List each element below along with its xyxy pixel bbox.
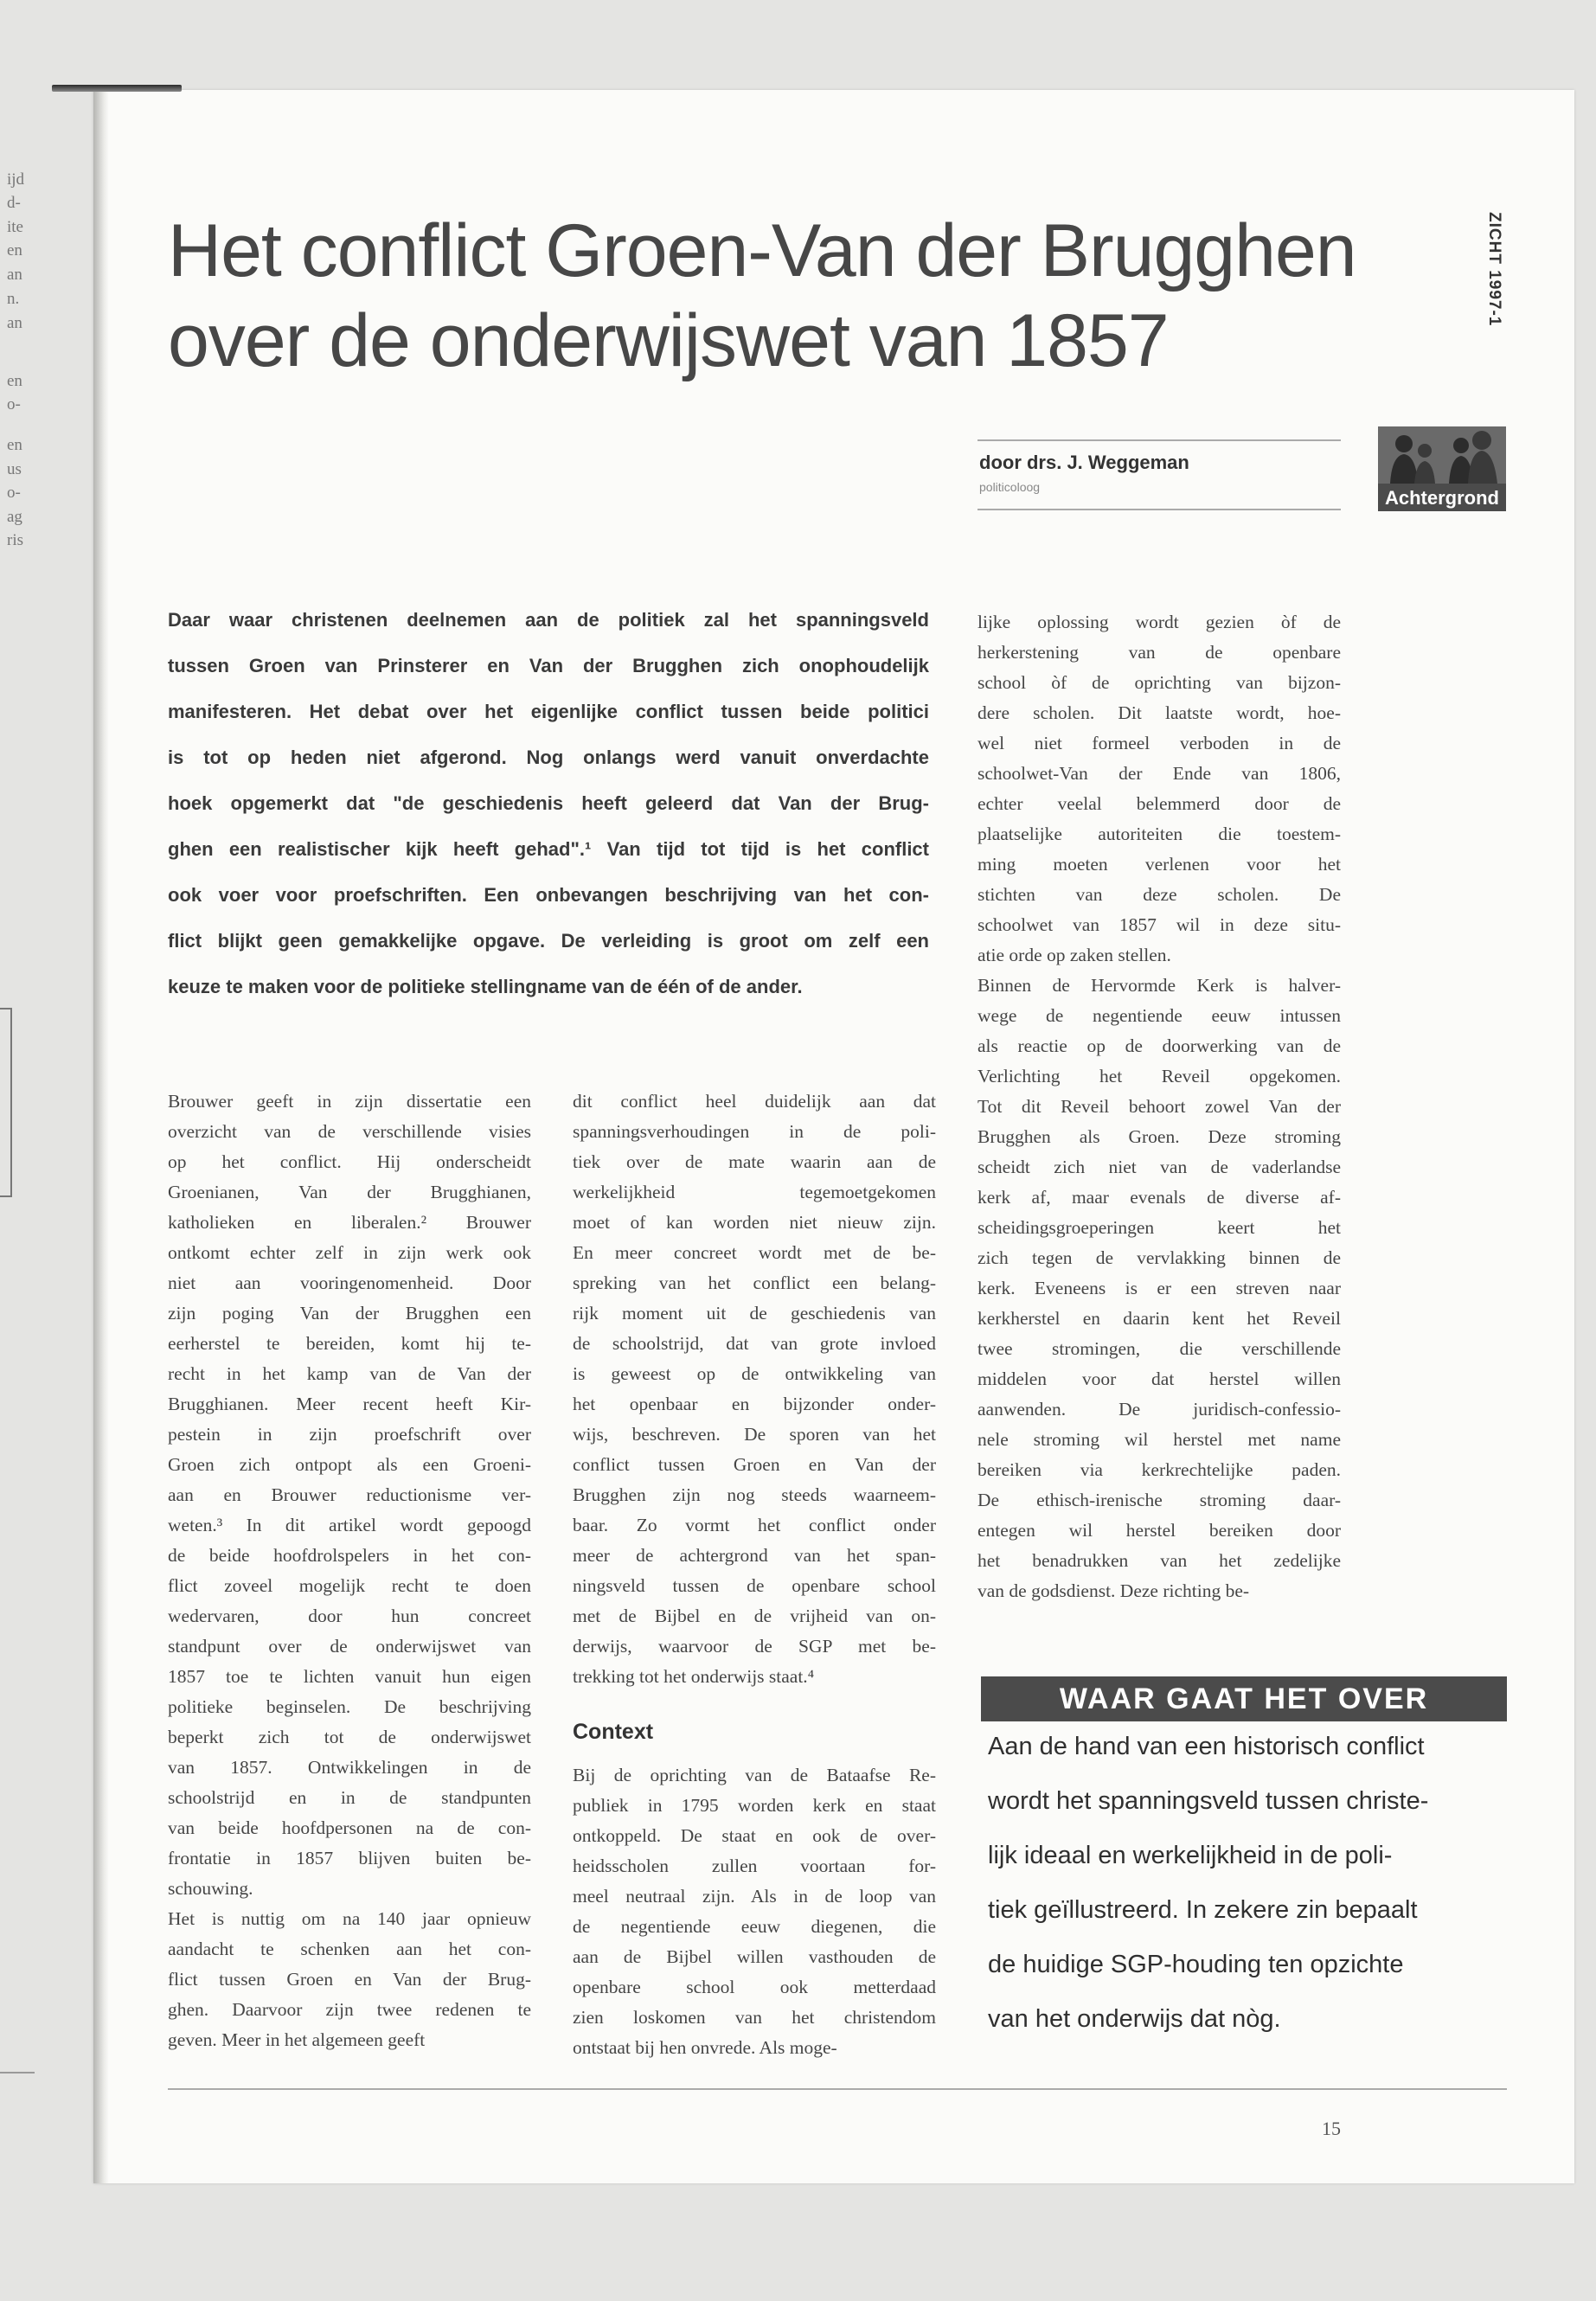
section-badge (1378, 426, 1506, 511)
body-line: aan de Bijbel willen vasthouden de (573, 1946, 936, 1967)
body-line: Groen zich ontpopt als een Groeni- (168, 1454, 531, 1475)
body-line: Binnen de Hervormde Kerk is halver- (977, 975, 1341, 996)
summary-line: Aan de hand van een historisch conflict (988, 1733, 1425, 1760)
body-line: Verlichting het Reveil opgekomen. (977, 1066, 1341, 1086)
body-line: plaatselijke autoriteiten die toestem- (977, 824, 1341, 844)
facing-page-text-fragment: ris (7, 531, 23, 549)
body-column-2 (573, 1086, 936, 1692)
body-line: werkelijkheid tegemoetgekomen (573, 1182, 936, 1202)
body-line: Het is nuttig om na 140 jaar opnieuw (168, 1908, 531, 1929)
facing-page-text-fragment: ite (7, 218, 23, 236)
body-line: zien loskomen van het christendom (573, 2007, 936, 2028)
body-line: van de godsdienst. Deze richting be- (977, 1580, 1250, 1601)
facing-page-edge (0, 0, 87, 2301)
body-line: meer de achtergrond van het span- (573, 1545, 936, 1566)
body-line: heidsscholen zullen voortaan for- (573, 1856, 936, 1876)
lead-line: tussen Groen van Prinsterer en Van der Brugghen zich onophoudelijk (168, 655, 929, 676)
body-line: kerk af, maar evenals de diverse af- (977, 1187, 1341, 1208)
facing-page-box-edge (0, 1008, 12, 1197)
summary-line: tiek geïllustreerd. In zekere zin bepaalt (988, 1896, 1418, 1924)
body-line: bereiken via kerkrechtelijke paden. (977, 1459, 1341, 1480)
body-line: katholieken en liberalen.² Brouwer (168, 1212, 531, 1233)
facing-page-text-fragment: n. (7, 290, 20, 308)
section-badge-label: Achtergrond (1385, 487, 1499, 509)
body-line: flict zoveel mogelijk recht te doen (168, 1575, 531, 1596)
body-line: overzicht van de verschillende visies (168, 1121, 531, 1142)
body-line: lijke oplossing wordt gezien òf de (977, 612, 1341, 632)
journal-issue-tag: ZICHT 1997-1 (1485, 212, 1503, 327)
body-line: 1857 toe te lichten vanuit hun eigen (168, 1666, 531, 1687)
body-line: de negentiende eeuw diegenen, die (573, 1916, 936, 1937)
article-title (168, 206, 1379, 386)
body-line: wel niet formeel verboden in de (977, 733, 1341, 753)
footer-rule (168, 2088, 1507, 2090)
summary-box-heading: WAAR GAAT HET OVER (981, 1676, 1507, 1721)
summary-line: wordt het spanningsveld tussen christe- (988, 1787, 1429, 1815)
body-line: zich tegen de vervlakking binnen de (977, 1247, 1341, 1268)
lead-line: Daar waar christenen deelnemen aan de politiek zal het spanningsveld (168, 609, 929, 631)
body-line: aanwenden. De juridisch-confessio- (977, 1399, 1341, 1420)
body-line: de beide hoofdrolspelers in het con- (168, 1545, 531, 1566)
body-line: Bij de oprichting van de Bataafse Re- (573, 1765, 936, 1785)
lead-line: ook voer voor proefschriften. Een onbevangen beschrijving van het con- (168, 884, 929, 906)
people-silhouette-icon (1378, 426, 1506, 484)
summary-box-body (981, 1721, 1507, 2054)
lead-line: flict blijkt geen gemakkelijke opgave. De verleiding is groot om zelf een (168, 930, 929, 952)
body-line: scheidingsgroeperingen keert het (977, 1217, 1341, 1238)
body-line: als reactie op de doorwerking van de (977, 1035, 1341, 1056)
body-line: echter veelal belemmerd door de (977, 793, 1341, 814)
body-line: kerkherstel en daarin kent het Reveil (977, 1308, 1341, 1329)
body-line: van 1857. Ontwikkelingen in de (168, 1757, 531, 1778)
page-spine-shadow (93, 90, 109, 2183)
body-line: van beide hoofdpersonen na de con- (168, 1817, 531, 1838)
body-line: atie orde op zaken stellen. (977, 945, 1171, 965)
facing-page-text-fragment: o- (7, 484, 21, 502)
body-line: wedervaren, door hun concreet (168, 1606, 531, 1626)
title-line-1: Het conflict Groen-Van der Brugghen (168, 209, 1356, 292)
body-line: dit conflict heel duidelijk aan dat (573, 1091, 936, 1112)
body-line: aandacht te schenken aan het con- (168, 1939, 531, 1959)
body-line: spanningsverhoudingen in de poli- (573, 1121, 936, 1142)
facing-page-text-fragment: us (7, 460, 22, 478)
body-line: De ethisch-irenische stroming daar- (977, 1490, 1341, 1510)
body-line: Tot dit Reveil behoort zowel Van der (977, 1096, 1341, 1117)
body-line: ghen. Daarvoor zijn twee redenen te (168, 1999, 531, 2020)
body-line: is geweest op de ontwikkeling van (573, 1363, 936, 1384)
body-line: schoolwet-Van der Ende van 1806, (977, 763, 1341, 784)
facing-page-text-fragment: en (7, 372, 22, 390)
body-line: eerherstel te bereiden, komt hij te- (168, 1333, 531, 1354)
body-line: wijs, beschreven. De sporen van het (573, 1424, 936, 1445)
body-line: beperkt zich tot de onderwijswet (168, 1727, 531, 1747)
lead-line: ghen een realistischer kijk heeft gehad".¹ Van tijd tot tijd is het conflict (168, 838, 929, 860)
body-line: schouwing. (168, 1878, 253, 1899)
summary-box (981, 1676, 1507, 2054)
body-line: Brouwer geeft in zijn dissertatie een (168, 1091, 531, 1112)
body-line: Brugghianen. Meer recent heeft Kir- (168, 1394, 531, 1414)
facing-page-text-fragment: ijd (7, 170, 25, 189)
summary-line: lijk ideaal en werkelijkheid in de poli- (988, 1842, 1393, 1869)
body-line: politieke beginselen. De beschrijving (168, 1696, 531, 1717)
body-line: openbare school ook metterdaad (573, 1977, 936, 1997)
body-line: recht in het kamp van de Van der (168, 1363, 531, 1384)
body-line: wege de negentiende eeuw intussen (977, 1005, 1341, 1026)
facing-page-rule (0, 2072, 35, 2073)
lead-line: keuze te maken voor de politieke stellingname van de één of de ander. (168, 976, 803, 997)
body-line: de schoolstrijd, dat van grote invloed (573, 1333, 936, 1354)
lead-line: manifesteren. Het debat over het eigenlijke conflict tussen beide politici (168, 701, 929, 722)
body-line: het openbaar en bijzonder onder- (573, 1394, 936, 1414)
body-line: publiek in 1795 worden kerk en staat (573, 1795, 936, 1816)
section-heading-context: Context (573, 1720, 654, 1744)
body-line: moet of kan worden niet nieuw zijn. (573, 1212, 936, 1233)
body-line: rijk moment uit de geschiedenis van (573, 1303, 936, 1324)
title-line-2: over de onderwijswet van 1857 (168, 299, 1169, 382)
body-line: ningsveld tussen de openbare school (573, 1575, 936, 1596)
body-line: conflict tussen Groen en Van der (573, 1454, 936, 1475)
page-number: 15 (1322, 2118, 1341, 2139)
body-line: nele stroming wil herstel met name (977, 1429, 1341, 1450)
body-line: trekking tot het onderwijs staat.⁴ (573, 1666, 815, 1687)
body-line: zijn poging Van der Brugghen een (168, 1303, 531, 1324)
body-line: middelen voor dat herstel willen (977, 1368, 1341, 1389)
body-line: ontkoppeld. De staat en ook de over- (573, 1825, 936, 1846)
body-line: herkerstening van de openbare (977, 642, 1341, 663)
body-line: En meer concreet wordt met de be- (573, 1242, 936, 1263)
body-line: ontkomt echter zelf in zijn werk ook (168, 1242, 531, 1263)
facing-page-text-fragment: an (7, 314, 22, 332)
body-line: stichten van deze scholen. De (977, 884, 1341, 905)
body-line: niet aan vooringenomenheid. Door (168, 1272, 531, 1293)
body-column-2-context (573, 1760, 936, 2063)
page-corner-shadow (52, 85, 182, 92)
author-role: politicoloog (979, 480, 1041, 494)
body-line: standpunt over de onderwijswet van (168, 1636, 531, 1657)
facing-page-text-fragment: d- (7, 194, 21, 212)
body-line: met de Bijbel en de vrijheid van on- (573, 1606, 936, 1626)
body-line: pestein in zijn proefschrift over (168, 1424, 531, 1445)
facing-page-text-fragment: ag (7, 508, 22, 526)
body-line: twee stromingen, die verschillende (977, 1338, 1341, 1359)
body-line: scheidt zich niet van de vaderlandse (977, 1157, 1341, 1177)
body-line: entegen wil herstel bereiken door (977, 1520, 1341, 1541)
body-line: op het conflict. Hij onderscheidt (168, 1151, 531, 1172)
lead-paragraph (168, 606, 929, 1018)
facing-page-text-fragment: o- (7, 395, 21, 413)
facing-page-text-fragment: en (7, 436, 22, 454)
body-line: Brugghen als Groen. Deze stroming (977, 1126, 1341, 1147)
body-line: spreking van het conflict een belang- (573, 1272, 936, 1293)
body-line: frontatie in 1857 blijven buiten be- (168, 1848, 531, 1868)
body-line: ming moeten verlenen voor het (977, 854, 1341, 875)
body-line: schoolstrijd en in de standpunten (168, 1787, 531, 1808)
author-name: door drs. J. Weggeman (979, 452, 1189, 473)
body-line: Groenianen, Van der Brugghianen, (168, 1182, 531, 1202)
byline-top-rule (977, 439, 1341, 441)
body-line: flict tussen Groen en Van der Brug- (168, 1969, 531, 1990)
lead-line: is tot op heden niet afgerond. Nog onlangs werd vanuit onverdachte (168, 747, 929, 768)
body-line: ontstaat bij hen onvrede. Als moge- (573, 2037, 837, 2058)
body-line: schoolwet van 1857 wil in deze situ- (977, 914, 1341, 935)
body-line: baar. Zo vormt het conflict onder (573, 1515, 936, 1535)
body-line: school òf de oprichting van bijzon- (977, 672, 1341, 693)
body-column-3 (977, 607, 1341, 1606)
facing-page-text-fragment: an (7, 266, 22, 284)
body-line: tiek over de mate waarin aan de (573, 1151, 936, 1172)
body-line: meel neutraal zijn. Als in de loop van (573, 1886, 936, 1907)
body-line: geven. Meer in het algemeen geeft (168, 2029, 426, 2050)
body-line: aan en Brouwer reductionisme ver- (168, 1484, 531, 1505)
byline-bottom-rule (977, 509, 1341, 510)
body-line: dere scholen. Dit laatste wordt, hoe- (977, 702, 1341, 723)
body-line: weten.³ In dit artikel wordt gepoogd (168, 1515, 531, 1535)
lead-line: hoek opgemerkt dat "de geschiedenis heeft geleerd dat Van der Brug- (168, 792, 929, 814)
body-line: Brugghen zijn nog steeds waarneem- (573, 1484, 936, 1505)
body-line: het benadrukken van het zedelijke (977, 1550, 1341, 1571)
body-column-1 (168, 1086, 531, 2055)
summary-line: van het onderwijs dat nòg. (988, 2005, 1281, 2033)
body-line: derwijs, waarvoor de SGP met be- (573, 1636, 936, 1657)
summary-line: de huidige SGP-houding ten opzichte (988, 1951, 1404, 1978)
body-line: kerk. Eveneens is er een streven naar (977, 1278, 1341, 1298)
facing-page-text-fragment: en (7, 241, 22, 260)
